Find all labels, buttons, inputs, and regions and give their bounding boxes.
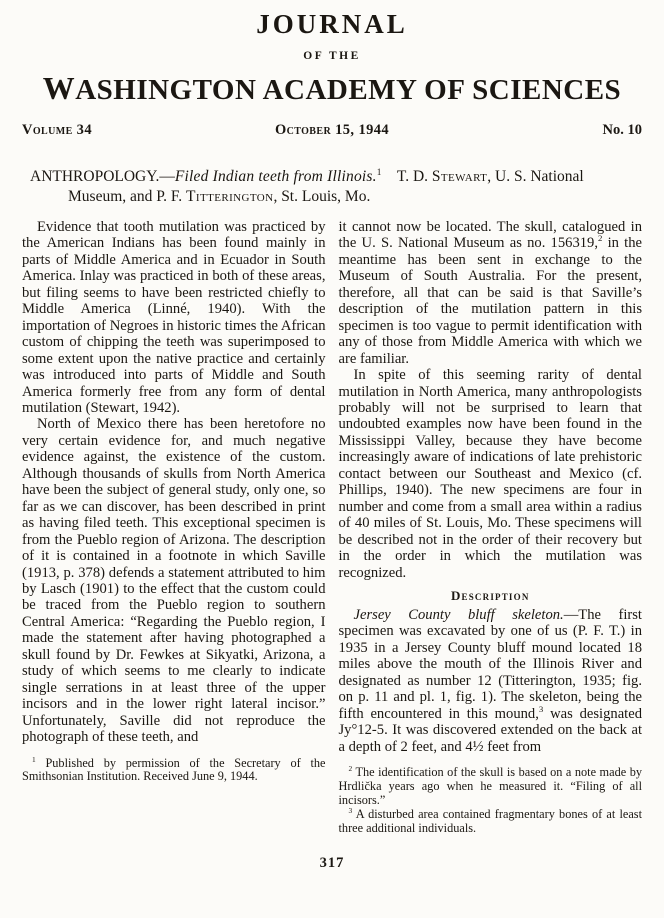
- paragraph-skull-before: it cannot now be located. The skull, catalogued in the U. S. National Museum as no. 156319,: [338, 219, 642, 252]
- article-section-label: ANTHROPOLOGY.—: [30, 168, 175, 185]
- jersey-county-lead: Jersey County bluff skeleton.: [353, 606, 564, 623]
- authors-post: , St. Louis, Mo.: [273, 187, 371, 205]
- issue-number: No. 10: [602, 122, 642, 138]
- paragraph-jersey-after: was designated Jy°12-5. It was discovered extended on the back at a depth of 2 feet, and 4½ feet from: [338, 705, 643, 755]
- footnote-3-ref: 3: [538, 703, 544, 714]
- journal-title: JOURNAL: [256, 9, 408, 39]
- right-footnotes: [338, 763, 643, 836]
- footnote-1-marker: 1: [32, 754, 36, 764]
- volume-label: Volume 34: [22, 122, 92, 138]
- article-title: Filed Indian teeth from Illinois.: [174, 168, 377, 185]
- issue-info-row: [22, 122, 642, 138]
- footnote-3: [338, 805, 643, 836]
- author-titterington: Titterington: [186, 187, 274, 205]
- masthead: [22, 0, 642, 138]
- em-dash: —: [563, 606, 579, 623]
- footnote-2-marker: 2: [348, 763, 353, 773]
- paragraph-north-of-mexico: North of Mexico there has been heretofore no very certain evidence for, and much negative evidence against, the existence of the custom. Although thousands of skulls from North America have been the subject of general study, only one, so far as we can discover, has been described in print as having filed teeth. This exceptional specimen is from the Pueblo region of Arizona. The description of it is contained in a footnote in which Saville (1913, p. 378) defends a statement attributed to him by Lasch (1901) to the effect that the custom could be traced from the Pueblo region to southern Central America: “Regarding the Pueblo region, I made the statement after having photographed a skull found by Dr. Fewkes at Sikyatki, Arizona, a study of which seems to me clearly to indicate single serrations in at least three of the upper incisors and in the lower right lateral incisor.” Unfortunately, Saville did not reproduce the photograph of these teeth, and: [22, 416, 326, 746]
- article-title-line: [22, 167, 642, 206]
- author-stewart: Stewart: [431, 168, 488, 185]
- journal-subtitle: OF THE: [303, 50, 361, 62]
- footnote-2-text: The identification of the skull is based on a note made by Hrdlička years ago when he measured it. “Filing of all incisors.”: [338, 765, 642, 807]
- paragraph-evidence: Evidence that tooth mutilation was practiced by the American Indians has been found mainly in parts of Middle America and in Ecuador in South America. Inlay was practiced in both of these areas, but filing seems to have been restricted chiefly to Middle America (Linné, 1940). With the importation of Negroes in historic times the African custom of chipping the teeth was superimposed to some extent upon the native practice and certainly was introduced into parts of Middle and South America formerly free from any form of dental mutilation (Stewart, 1942).: [22, 219, 326, 416]
- paragraph-in-spite: In spite of this seeming rarity of dental mutilation in North America, many anthropologists probably will not be surprised to learn that undoubted examples now have been found in the Mississippi Valley, because they have become increasingly aware of indications of late prehistoric contact between our Southeast and Mexico (cf. Phillips, 1940). The new specimens are four in number and come from a small area within a radius of 40 miles of St. Louis, Mo. These specimens will be described not in the order of their recovery but in the order in which the mutilation was recognized.: [338, 367, 642, 581]
- right-column: [339, 219, 643, 836]
- page-number: 317: [319, 855, 345, 871]
- footnote-1: [22, 754, 326, 785]
- section-heading-description: Description: [450, 587, 530, 603]
- footnote-3-marker: 3: [348, 805, 353, 815]
- paragraph-jersey-before: The first specimen was excavated by one of us (P. F. T.) in 1935 in a Jersey County bluff mound located 18 miles above the mouth of the Illinois River and designated as number 12 (Titterington, 1935; fig. on p. 11 and pl. 1, fig. 1). The skeleton, being the fifth encountered in this mound,: [338, 606, 642, 722]
- left-footnotes: [22, 754, 326, 785]
- authors-mid: , U. S. National Museum, and P. F.: [68, 168, 584, 205]
- footnote-3-text: A disturbed area contained fragmentary bones of at least three additional individuals.: [338, 806, 642, 835]
- footnote-2: [338, 763, 643, 808]
- article-heading: [22, 167, 642, 206]
- left-column: [22, 219, 326, 836]
- paragraph-skull-continuation: [339, 219, 643, 367]
- footnote-1-text: Published by permission of the Secretary of the Smithsonian Institution. Received June 9, 1944.: [22, 755, 326, 784]
- academy-name: WASHINGTON ACADEMY OF SCIENCES: [42, 71, 622, 106]
- paragraph-jersey-county: [339, 607, 643, 755]
- paragraph-skull-after: in the meantime has been sent in exchange to the Museum of South Australia. For the present, therefore, all that can be said is that Saville’s description of the mutilation pattern in this specimen is too vague to permit identification with any of those from Middle America with which we are familiar.: [338, 235, 642, 367]
- article-title-footnote-marker: 1: [376, 167, 382, 178]
- authors-pre: T. D.: [381, 168, 432, 185]
- issue-date: October 15, 1944: [274, 122, 390, 138]
- footnote-2-ref: 2: [598, 233, 603, 244]
- article-body: [22, 219, 642, 836]
